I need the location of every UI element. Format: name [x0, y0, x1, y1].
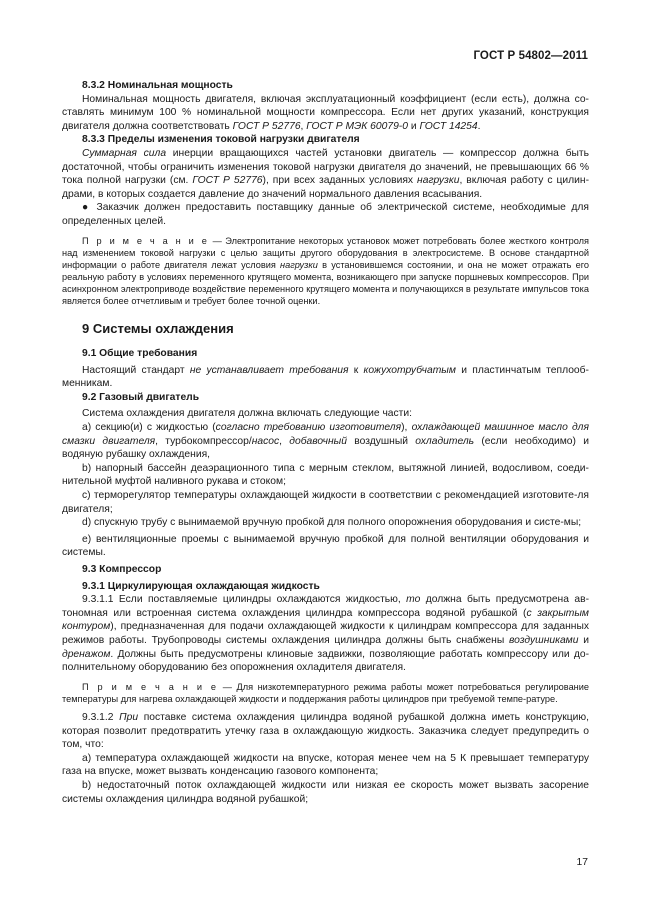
section-8-3-3-paragraph-2: ● Заказчик должен предоставить поставщику данные об электрической системе, необходимые для определенных целей. [62, 202, 589, 227]
section-9-2-item-d: d) спускную трубу с вынимаемой вручную пробкой для полного опорожнения оборудования и систе-мы; [82, 517, 582, 529]
section-9-3-1-note: П р и м е ч а н и е — Для низкотемпературного режима работы может потребоваться регулирование температуры для нагрева охлаждающей жидкости и поддержания работы цилиндров при требуемой темпе-ратуре. [62, 681, 589, 704]
section-9-2-item-e: e) вентиляционные проемы с вынимаемой вручную пробкой для полной вентиляции оборудования и системы. [62, 533, 589, 559]
document-code-header: ГОСТ Р 54802—2011 [473, 50, 588, 62]
section-8-3-3-note: П р и м е ч а н и е — Электропитание некоторых установок может потребовать более жесткого контроля над изменением токовой нагрузки с целью защиты другого оборудования в электросистеме. В основе стандартной информации о работе двигателя лежат условия нагрузки в установившемся состоянии, и она не может отражать его реальную работу в условиях переменного крутящего момента, возникающего при запуске поршневых компрессоров. При асинхронном электроприводе воздействие переменного крутящего момента и получающихся в результате импульсов тока является более отчетливым и требует более точной оценки. [62, 235, 589, 306]
page-number: 17 [576, 857, 588, 868]
section-9-3-heading: 9.3 Компрессор [82, 564, 162, 575]
section-9-3-1-2-item-a: a) температура охлаждающей жидкости на впуске, которая менее чем на 5 К превышает температуру газа на впуске, может вызвать конденсацию газового компонента; [62, 752, 589, 778]
section-9-heading: 9 Системы охлаждения [82, 321, 234, 337]
section-8-3-2-heading: 8.3.2 Номинальная мощность [82, 80, 233, 91]
section-9-3-1-2-paragraph: 9.3.1.2 При поставке система охлаждения цилиндра водяной рубашкой должна иметь конструкцию, которая позволит предотвратить утечку газа в охлаждающую жидкость. Заказчика следует предупредить о том, что: [62, 711, 589, 751]
section-9-2-heading: 9.2 Газовый двигатель [82, 391, 200, 403]
section-9-1-paragraph: Настоящий стандарт не устанавливает требования к кожухотрубчатым и пластинчатым теплооб-менникам. [62, 364, 589, 390]
page-content [62, 79, 589, 806]
section-9-2-item-c: c) терморегулятор температуры охлаждающей жидкости в соответствии с рекомендацией изготовите-ля двигателя; [62, 490, 589, 515]
section-8-3-3-paragraph-1: Суммарная сила инерции вращающихся частей установки двигатель — компрессор должна быть достаточной, чтобы ограничить изменения токовой нагрузки двигателя до значений, не превышающих 66 % тока полной нагрузки (см. ГОСТ Р 52776), при всех заданных условиях нагрузки, включая работу с цилин-драми, в которых создается давление до значений нормального давления всасывания. [62, 147, 590, 200]
section-8-3-2-paragraph: Номинальная мощность двигателя, включая эксплуатационный коэффициент (если есть), должна со-ставлять минимум 100 % номинальной мощности компрессора. Если нет других указаний, конструкция двигателя должна соответствовать ГОСТ Р 52776, ГОСТ Р МЭК 60079-0 и ГОСТ 14254. [62, 93, 589, 132]
section-9-3-1-2-item-b: b) недостаточный поток охлаждающей жидкости или низкая ее скорость может вызвать засорение системы охлаждения цилиндра водяной рубашкой; [62, 779, 589, 805]
section-9-2-item-b: b) напорный бассейн деаэрационного типа с мерным стеклом, вытяжной линией, водосливом, соеди-нительной муфтой наливного рукава и стоком; [62, 462, 589, 488]
section-9-2-intro: Система охлаждения двигателя должна включать следующие части: [82, 408, 413, 420]
section-9-3-1-heading: 9.3.1 Циркулирующая охлаждающая жидкость [82, 580, 320, 592]
section-8-3-3-heading: 8.3.3 Пределы изменения токовой нагрузки двигателя [82, 134, 360, 146]
section-9-1-heading: 9.1 Общие требования [82, 348, 198, 360]
section-9-2-item-a: a) секцию(и) с жидкостью (согласно требованию изготовителя), охлаждающей машинное масло для смазки двигателя, турбокомпрессор/насос, добавочный воздушный охладитель (если необходимо) и водяную рубашку охлаждения, [62, 422, 589, 461]
section-9-3-1-1-paragraph: 9.3.1.1 Если поставляемые цилиндры охлаждаются жидкостью, то должна быть предусмотрена ав-тономная или встроенная система охлаждения цилиндра компрессора водяной рубашкой (с закрытым контуром), предназначенная для подачи охлаждающей жидкости к цилиндрам компрессора для заданных режимов работы. Трубопроводы системы охлаждения цилиндра должны быть снабжены воздушниками и дренажом. Должны быть предусмотрены клиновые задвижки, позволяющие работать компрессору или до-полнительному оборудованию без опорожнения охладителя двигателя. [62, 594, 589, 674]
